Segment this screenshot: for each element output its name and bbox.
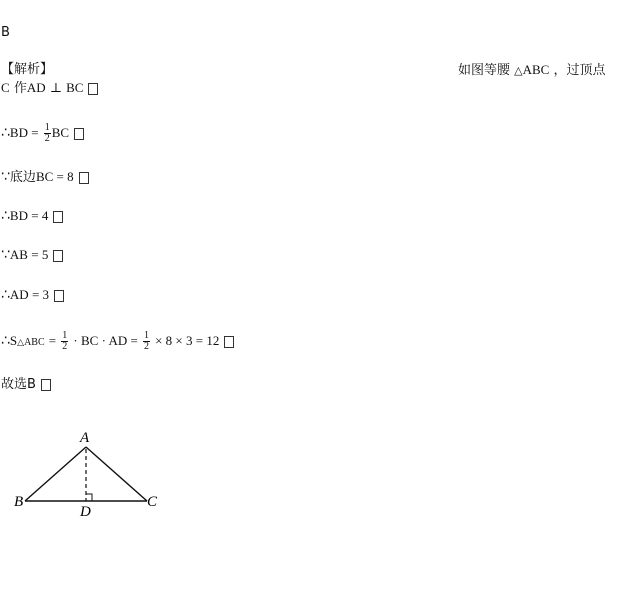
placeholder-box-icon — [79, 172, 89, 184]
bc-eq: BC = 8 — [35, 169, 74, 184]
placeholder-box-icon — [53, 211, 63, 223]
right-angle-mark — [86, 494, 92, 501]
ab5-eq: AB = 5 — [9, 247, 49, 262]
ad3-eq: AD = 3 — [9, 287, 50, 302]
fraction-half — [143, 331, 150, 352]
because-symbol: ∵ — [1, 247, 10, 263]
fraction-den: 2 — [62, 341, 68, 352]
intro-right — [458, 62, 606, 79]
therefore-symbol: ∴ — [1, 125, 10, 141]
step-ad3 — [1, 287, 64, 304]
step-area — [1, 331, 234, 352]
answer-letter: B — [1, 25, 10, 40]
label-d: D — [80, 504, 91, 520]
conclusion-text: 故选B — [1, 377, 36, 392]
abc-label: ABC — [522, 62, 550, 77]
placeholder-box-icon — [41, 379, 51, 391]
bc-term: BC — [51, 125, 70, 140]
step-ab5 — [1, 247, 63, 264]
therefore-symbol: ∴ — [1, 208, 10, 224]
fraction-half — [61, 331, 68, 352]
bc-label: BC — [66, 80, 84, 95]
label-c: C — [147, 494, 158, 510]
placeholder-box-icon — [54, 290, 64, 302]
analysis-label: 【解析】 — [1, 62, 54, 77]
area-mid: · BC · AD = — [73, 333, 138, 348]
therefore-symbol: ∴ — [1, 287, 10, 303]
fraction-half — [44, 123, 51, 144]
side-ac — [86, 447, 147, 501]
area-end: × 8 × 3 = 12 — [155, 333, 220, 348]
step-bd4 — [1, 208, 63, 225]
step-bd-half — [1, 123, 84, 144]
triangle-symbol: △ — [514, 65, 523, 77]
construct-line — [1, 80, 98, 97]
vertex-c: C — [1, 80, 10, 95]
placeholder-box-icon — [74, 128, 84, 140]
area-s: S — [9, 333, 18, 348]
conclusion-line — [1, 377, 51, 393]
side-ab — [25, 447, 86, 501]
step-base — [1, 169, 89, 186]
abc-subscript: ABC — [24, 337, 45, 348]
label-a: A — [80, 430, 90, 446]
label-b: B — [14, 494, 24, 510]
fraction-den: 2 — [143, 341, 149, 352]
bd4-eq: BD = 4 — [9, 208, 49, 223]
intro-text: 如图等腰 — [458, 63, 511, 78]
bd-eq: BD = — [9, 125, 39, 140]
because-symbol: ∵ — [1, 169, 10, 185]
fraction-num: 1 — [44, 122, 50, 133]
area-equals: = — [48, 333, 57, 348]
ad-label: AD — [26, 80, 46, 95]
perp-symbol: ⊥ — [49, 80, 62, 95]
placeholder-box-icon — [224, 336, 234, 348]
intro-tail: ，过顶点 — [553, 63, 606, 78]
fraction-num: 1 — [143, 330, 149, 341]
triangle-symbol-sub: △ — [17, 337, 25, 347]
base-word: 底边 — [9, 170, 36, 185]
placeholder-box-icon — [88, 83, 98, 95]
triangle-figure — [0, 420, 200, 530]
fraction-num: 1 — [62, 330, 68, 341]
placeholder-box-icon — [53, 250, 63, 262]
therefore-symbol: ∴ — [1, 333, 10, 349]
fraction-den: 2 — [44, 133, 50, 144]
make-word: 作 — [13, 81, 27, 96]
